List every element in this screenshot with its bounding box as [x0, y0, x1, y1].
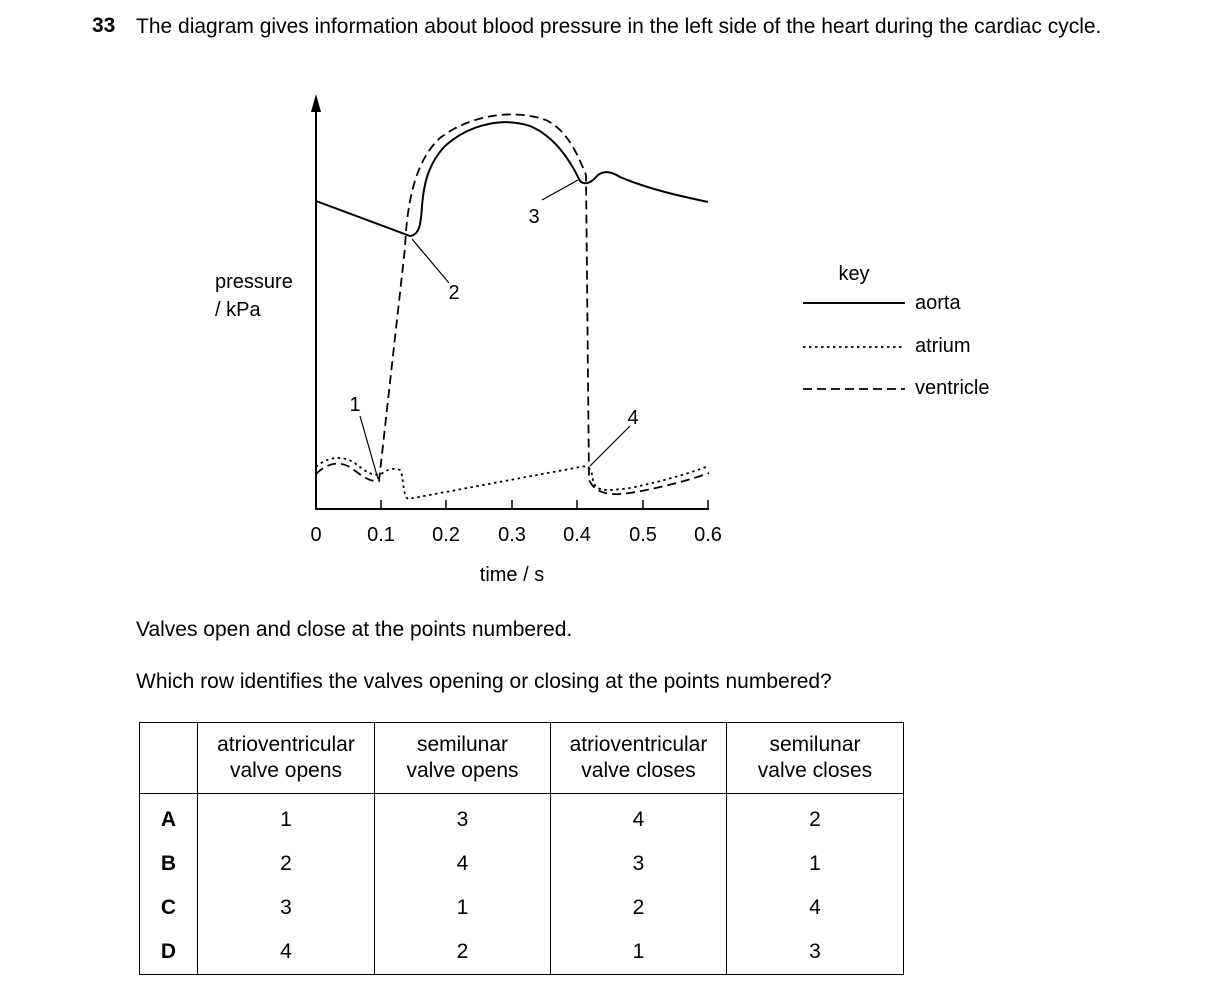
table-cell: 2 — [551, 886, 727, 930]
question-text: The diagram gives information about blood pressure in the left side of the heart during the cardiac cycle. — [136, 15, 1102, 38]
table-cell: 2 — [375, 930, 551, 975]
x-tick-label: 0.1 — [367, 524, 395, 546]
table-cell: 4 — [375, 842, 551, 886]
x-tick-label: 0.5 — [629, 524, 657, 546]
row-label: D — [140, 930, 198, 975]
table-cell: 4 — [727, 886, 904, 930]
y-axis-arrow-icon — [311, 94, 321, 112]
table-header-cell: semilunar valve opens — [375, 723, 551, 794]
table-header-row — [140, 723, 904, 794]
answer-table — [139, 722, 904, 975]
legend-label-aorta: aorta — [915, 292, 961, 314]
point-label-3: 3 — [528, 206, 540, 228]
point-label-4: 4 — [627, 407, 639, 429]
legend-label-atrium: atrium — [915, 335, 971, 357]
x-tick-label: 0.4 — [563, 524, 591, 546]
table-row — [140, 930, 904, 975]
x-tick-label: 0.6 — [694, 524, 722, 546]
instruction-line-2: Which row identifies the valves opening or closing at the points numbered? — [136, 670, 832, 693]
row-label: A — [140, 794, 198, 843]
x-tick-label: 0.2 — [432, 524, 460, 546]
table-cell: 3 — [727, 930, 904, 975]
table-header-cell: atrioventricular valve opens — [198, 723, 375, 794]
table-cell: 3 — [551, 842, 727, 886]
table-cell: 4 — [198, 930, 375, 975]
point-label-2: 2 — [448, 282, 460, 304]
table-cell: 3 — [198, 886, 375, 930]
x-axis-label: time / s — [479, 564, 545, 586]
table-header-empty — [140, 723, 198, 794]
y-axis-label-line2: / kPa — [215, 299, 261, 321]
table-cell: 2 — [727, 794, 904, 843]
point-labels — [349, 206, 638, 429]
table-row — [140, 886, 904, 930]
row-label: B — [140, 842, 198, 886]
legend-label-ventricle: ventricle — [915, 377, 990, 399]
point-leaders — [360, 180, 630, 479]
ventricle-curve — [316, 114, 709, 494]
table-cell: 2 — [198, 842, 375, 886]
x-tick-labels — [310, 524, 721, 546]
table-row — [140, 794, 904, 843]
instruction-line-1: Valves open and close at the points numbered. — [136, 618, 573, 641]
legend-title: key — [838, 263, 870, 285]
table-cell: 4 — [551, 794, 727, 843]
table-cell: 1 — [551, 930, 727, 975]
x-tick-label: 0.3 — [498, 524, 526, 546]
table-row — [140, 842, 904, 886]
point-label-1: 1 — [349, 394, 361, 416]
table-cell: 1 — [198, 794, 375, 843]
legend — [803, 263, 989, 399]
question-number: 33 — [92, 14, 116, 37]
aorta-curve — [316, 122, 708, 236]
y-axis-label-line1: pressure — [215, 271, 293, 293]
table-header-cell: semilunar valve closes — [727, 723, 904, 794]
table-cell: 3 — [375, 794, 551, 843]
table-header-cell: atrioventricular valve closes — [551, 723, 727, 794]
x-tick-marks — [381, 500, 708, 509]
x-tick-label: 0 — [310, 524, 322, 546]
table-cell: 1 — [375, 886, 551, 930]
row-label: C — [140, 886, 198, 930]
table-cell: 1 — [727, 842, 904, 886]
atrium-curve — [316, 458, 709, 499]
